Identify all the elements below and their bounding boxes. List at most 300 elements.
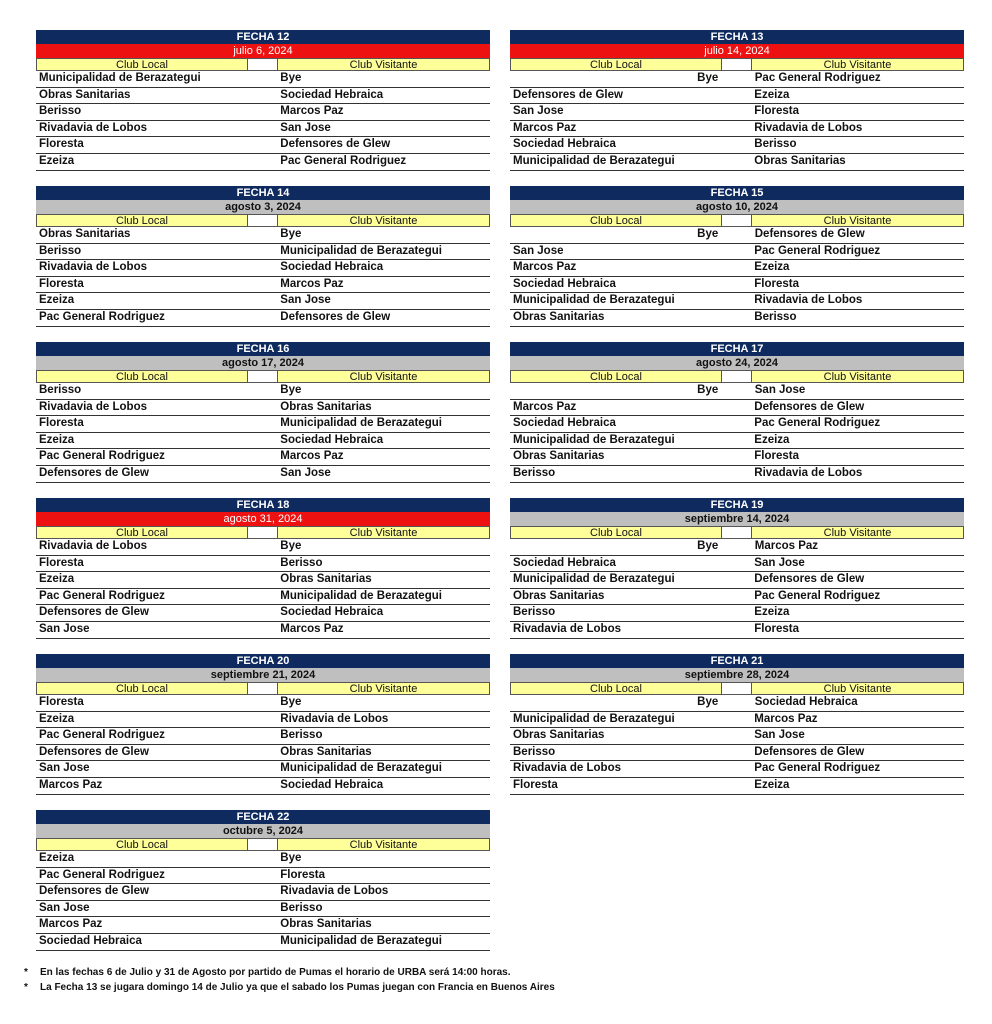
- match-spacer: [722, 712, 751, 728]
- match-row: [510, 728, 964, 745]
- fecha-block: [36, 810, 490, 951]
- club-visitante: Bye: [280, 696, 302, 708]
- match-spacer: [248, 539, 277, 555]
- match-spacer: [248, 244, 277, 260]
- club-local: San Jose: [39, 901, 90, 914]
- club-local: Sociedad Hebraica: [513, 417, 616, 430]
- fecha-title: FECHA 17: [510, 342, 964, 356]
- match-row: [36, 154, 490, 171]
- match-row: [510, 154, 964, 171]
- match-spacer: [248, 277, 277, 293]
- match-spacer: [248, 433, 277, 449]
- club-visitante: Obras Sanitarias: [280, 400, 372, 413]
- club-local: Ezeiza: [39, 712, 75, 725]
- match-row: [510, 745, 964, 762]
- club-local: Obras Sanitarias: [39, 88, 131, 101]
- column-header-spacer: [722, 214, 751, 227]
- match-spacer: [722, 293, 751, 309]
- match-spacer: [722, 383, 750, 399]
- club-local: Pac General Rodriguez: [39, 589, 165, 602]
- match-spacer: [722, 88, 751, 104]
- match-spacer: [248, 137, 277, 153]
- club-local: Ezeiza: [39, 852, 75, 864]
- column-header-spacer: [248, 370, 277, 383]
- match-row: [36, 400, 490, 417]
- club-visitante: Floresta: [754, 277, 800, 290]
- match-row: [510, 416, 964, 433]
- match-row: [510, 121, 964, 138]
- club-visitante: Pac General Rodriguez: [280, 154, 407, 167]
- footnotes: [24, 965, 555, 995]
- match-row: [36, 260, 490, 277]
- match-spacer: [248, 310, 277, 326]
- match-spacer: [722, 244, 751, 260]
- match-row: [36, 589, 490, 606]
- match-spacer: [722, 605, 751, 621]
- club-visitante: Defensores de Glew: [754, 745, 865, 758]
- match-row: [36, 88, 490, 105]
- column-header-local: Club Local: [36, 682, 248, 695]
- club-local: Floresta: [39, 138, 84, 151]
- club-local: Floresta: [39, 417, 84, 430]
- column-header-local: Club Local: [36, 526, 248, 539]
- match-row: [36, 310, 490, 327]
- fecha-block: [36, 186, 490, 327]
- match-row: [36, 416, 490, 433]
- fecha-title: FECHA 22: [36, 810, 490, 824]
- match-row: [36, 383, 490, 400]
- club-visitante: Pac General Rodriguez: [754, 417, 881, 430]
- club-visitante: Bye: [280, 72, 302, 84]
- match-row: [36, 433, 490, 450]
- club-visitante: Rivadavia de Lobos: [754, 121, 863, 134]
- fecha-date: agosto 24, 2024: [510, 356, 964, 370]
- match-row: [36, 761, 490, 778]
- club-visitante: San Jose: [280, 466, 331, 479]
- column-header-spacer: [248, 214, 277, 227]
- club-visitante: Defensores de Glew: [280, 310, 391, 323]
- footnote-text: La Fecha 13 se jugara domingo 14 de Julio ya que el sabado los Pumas juegan con Francia en Buenos Aires: [40, 982, 555, 993]
- match-spacer: [248, 712, 277, 728]
- match-row: [510, 539, 964, 556]
- column-headers: [510, 682, 964, 695]
- fecha-date: septiembre 21, 2024: [36, 668, 490, 682]
- club-visitante: Bye: [280, 384, 302, 396]
- column-header-visitante: Club Visitante: [277, 526, 490, 539]
- column-header-spacer: [722, 370, 751, 383]
- club-visitante: Rivadavia de Lobos: [280, 712, 389, 725]
- column-headers: [36, 838, 490, 851]
- club-local: Berisso: [513, 466, 556, 479]
- club-visitante: Floresta: [754, 105, 800, 118]
- club-local: Floresta: [39, 696, 84, 708]
- club-local: Berisso: [513, 606, 556, 619]
- match-row: [510, 244, 964, 261]
- footnote: [24, 980, 555, 995]
- match-row: [36, 605, 490, 622]
- fecha-block: [510, 654, 964, 795]
- club-local: Defensores de Glew: [39, 466, 149, 479]
- match-spacer: [722, 556, 751, 572]
- match-spacer: [248, 556, 277, 572]
- column-headers: [510, 214, 964, 227]
- match-spacer: [248, 572, 277, 588]
- match-spacer: [722, 416, 751, 432]
- column-header-local: Club Local: [36, 214, 248, 227]
- club-local: Floresta: [513, 778, 558, 791]
- club-visitante: Defensores de Glew: [754, 228, 865, 240]
- club-local: Floresta: [39, 277, 84, 290]
- match-row: [510, 71, 964, 88]
- fecha-block: [510, 342, 964, 483]
- match-row: [510, 712, 964, 729]
- match-spacer: [248, 934, 277, 950]
- club-visitante: Obras Sanitarias: [754, 154, 846, 167]
- club-local: San Jose: [513, 244, 564, 257]
- club-local: Pac General Rodriguez: [39, 729, 165, 742]
- fecha-block: [510, 30, 964, 171]
- club-visitante: Marcos Paz: [280, 105, 344, 118]
- club-local: Bye: [697, 540, 719, 552]
- match-spacer: [248, 884, 277, 900]
- fecha-title: FECHA 19: [510, 498, 964, 512]
- column-headers: [510, 58, 964, 71]
- club-local: Obras Sanitarias: [513, 310, 605, 323]
- club-visitante: Pac General Rodriguez: [754, 244, 881, 257]
- club-local: Rivadavia de Lobos: [39, 261, 148, 274]
- column-header-visitante: Club Visitante: [751, 370, 964, 383]
- column-header-spacer: [248, 58, 277, 71]
- club-local: Bye: [697, 384, 719, 396]
- club-local: Sociedad Hebraica: [513, 138, 616, 151]
- club-visitante: Rivadavia de Lobos: [754, 466, 863, 479]
- club-local: Rivadavia de Lobos: [513, 622, 622, 635]
- club-local: Pac General Rodriguez: [39, 450, 165, 463]
- club-visitante: Bye: [280, 228, 302, 240]
- club-local: San Jose: [39, 762, 90, 775]
- column-header-local: Club Local: [36, 370, 248, 383]
- column-headers: [36, 58, 490, 71]
- fecha-title: FECHA 21: [510, 654, 964, 668]
- club-local: Rivadavia de Lobos: [39, 400, 148, 413]
- match-spacer: [248, 121, 277, 137]
- club-visitante: Obras Sanitarias: [280, 918, 372, 931]
- match-spacer: [248, 695, 277, 711]
- match-row: [36, 901, 490, 918]
- match-spacer: [248, 227, 277, 243]
- match-row: [36, 622, 490, 639]
- match-spacer: [248, 761, 277, 777]
- match-row: [510, 433, 964, 450]
- fecha-title: FECHA 13: [510, 30, 964, 44]
- column-headers: [36, 214, 490, 227]
- match-row: [510, 227, 964, 244]
- club-local: Defensores de Glew: [513, 88, 623, 101]
- club-visitante: Rivadavia de Lobos: [280, 885, 389, 898]
- match-spacer: [722, 449, 751, 465]
- club-visitante: Floresta: [280, 868, 326, 881]
- club-visitante: Marcos Paz: [754, 712, 818, 725]
- club-visitante: Bye: [280, 540, 302, 552]
- club-visitante: San Jose: [754, 729, 805, 742]
- club-local: Municipalidad de Berazategui: [513, 294, 675, 307]
- column-header-spacer: [248, 838, 277, 851]
- match-row: [510, 277, 964, 294]
- club-visitante: Berisso: [754, 310, 797, 323]
- club-local: Bye: [697, 696, 719, 708]
- match-spacer: [248, 745, 277, 761]
- club-visitante: San Jose: [754, 556, 805, 569]
- column-header-visitante: Club Visitante: [277, 370, 490, 383]
- match-spacer: [248, 154, 277, 170]
- match-spacer: [722, 310, 751, 326]
- match-row: [36, 277, 490, 294]
- match-spacer: [248, 622, 277, 638]
- match-spacer: [248, 416, 277, 432]
- club-local: Rivadavia de Lobos: [513, 762, 622, 775]
- match-row: [510, 88, 964, 105]
- column-header-local: Club Local: [510, 526, 722, 539]
- match-row: [510, 556, 964, 573]
- match-spacer: [722, 227, 750, 243]
- match-row: [510, 260, 964, 277]
- club-local: San Jose: [513, 105, 564, 118]
- match-row: [510, 695, 964, 712]
- match-spacer: [722, 728, 751, 744]
- column-header-spacer: [248, 682, 277, 695]
- match-row: [36, 121, 490, 138]
- club-local: Municipalidad de Berazategui: [513, 154, 675, 167]
- column-headers: [510, 370, 964, 383]
- club-local: Obras Sanitarias: [39, 228, 131, 240]
- club-visitante: Ezeiza: [754, 433, 790, 446]
- fecha-title: FECHA 20: [36, 654, 490, 668]
- match-row: [36, 227, 490, 244]
- club-visitante: Ezeiza: [754, 261, 790, 274]
- club-local: Bye: [697, 72, 719, 84]
- match-row: [36, 917, 490, 934]
- column-header-local: Club Local: [36, 58, 248, 71]
- column-header-visitante: Club Visitante: [751, 214, 964, 227]
- club-visitante: Marcos Paz: [754, 540, 819, 552]
- match-row: [36, 244, 490, 261]
- match-spacer: [722, 745, 751, 761]
- club-local: Defensores de Glew: [39, 606, 149, 619]
- footnote: [24, 965, 555, 980]
- fecha-block: [510, 186, 964, 327]
- fecha-date: septiembre 28, 2024: [510, 668, 964, 682]
- club-local: Marcos Paz: [513, 400, 577, 413]
- match-spacer: [722, 154, 751, 170]
- match-spacer: [722, 400, 751, 416]
- club-visitante: Municipalidad de Berazategui: [280, 244, 442, 257]
- match-spacer: [248, 104, 277, 120]
- match-spacer: [722, 137, 751, 153]
- match-row: [36, 868, 490, 885]
- match-spacer: [722, 121, 751, 137]
- fecha-block: [36, 342, 490, 483]
- match-spacer: [248, 851, 277, 867]
- match-row: [510, 104, 964, 121]
- club-local: Sociedad Hebraica: [513, 277, 616, 290]
- club-local: Berisso: [39, 244, 82, 257]
- club-local: Berisso: [513, 745, 556, 758]
- club-visitante: San Jose: [280, 121, 331, 134]
- column-header-local: Club Local: [510, 370, 722, 383]
- match-spacer: [722, 572, 751, 588]
- club-local: Bye: [697, 228, 719, 240]
- club-visitante: Municipalidad de Berazategui: [280, 417, 442, 430]
- club-visitante: Obras Sanitarias: [280, 573, 372, 586]
- match-row: [510, 137, 964, 154]
- club-visitante: Pac General Rodriguez: [754, 589, 881, 602]
- match-spacer: [722, 260, 751, 276]
- club-local: Marcos Paz: [39, 918, 103, 931]
- column-header-visitante: Club Visitante: [751, 58, 964, 71]
- column-header-spacer: [722, 58, 751, 71]
- column-headers: [36, 370, 490, 383]
- match-row: [36, 466, 490, 483]
- club-local: Sociedad Hebraica: [513, 556, 616, 569]
- club-local: San Jose: [39, 622, 90, 635]
- club-local: Pac General Rodriguez: [39, 310, 165, 323]
- match-spacer: [248, 868, 277, 884]
- club-local: Municipalidad de Berazategui: [513, 712, 675, 725]
- match-spacer: [248, 260, 277, 276]
- match-spacer: [248, 400, 277, 416]
- fecha-title: FECHA 14: [36, 186, 490, 200]
- fecha-block: [510, 498, 964, 639]
- match-row: [510, 589, 964, 606]
- match-spacer: [722, 71, 750, 87]
- match-spacer: [722, 695, 750, 711]
- club-visitante: Bye: [280, 852, 302, 864]
- club-visitante: Rivadavia de Lobos: [754, 294, 863, 307]
- club-visitante: Sociedad Hebraica: [280, 606, 384, 619]
- column-header-visitante: Club Visitante: [277, 214, 490, 227]
- column-header-local: Club Local: [510, 214, 722, 227]
- club-visitante: Municipalidad de Berazategui: [280, 589, 442, 602]
- match-row: [36, 695, 490, 712]
- match-spacer: [248, 71, 277, 87]
- match-row: [36, 539, 490, 556]
- fecha-date: septiembre 14, 2024: [510, 512, 964, 526]
- club-local: Floresta: [39, 556, 84, 569]
- match-row: [36, 449, 490, 466]
- column-header-visitante: Club Visitante: [277, 58, 490, 71]
- match-spacer: [248, 728, 277, 744]
- club-visitante: Obras Sanitarias: [280, 745, 372, 758]
- match-row: [510, 605, 964, 622]
- club-visitante: Ezeiza: [754, 778, 790, 791]
- match-row: [510, 778, 964, 795]
- footnote-star: *: [24, 967, 28, 978]
- fecha-title: FECHA 18: [36, 498, 490, 512]
- match-row: [510, 383, 964, 400]
- club-visitante: Defensores de Glew: [280, 138, 391, 151]
- club-local: Marcos Paz: [513, 121, 577, 134]
- column-headers: [36, 682, 490, 695]
- match-spacer: [722, 778, 751, 794]
- column-header-local: Club Local: [36, 838, 248, 851]
- match-spacer: [248, 917, 277, 933]
- match-spacer: [248, 778, 277, 794]
- club-visitante: San Jose: [280, 294, 331, 307]
- club-visitante: Pac General Rodriguez: [754, 72, 881, 84]
- column-headers: [510, 526, 964, 539]
- club-visitante: Berisso: [280, 556, 323, 569]
- footnote-star: *: [24, 982, 28, 993]
- match-spacer: [248, 605, 277, 621]
- club-local: Berisso: [39, 384, 82, 396]
- column-header-spacer: [722, 526, 751, 539]
- column-header-local: Club Local: [510, 682, 722, 695]
- column-header-visitante: Club Visitante: [751, 682, 964, 695]
- match-spacer: [248, 589, 277, 605]
- fecha-date: agosto 3, 2024: [36, 200, 490, 214]
- fecha-date: julio 6, 2024: [36, 44, 490, 58]
- match-row: [510, 400, 964, 417]
- match-spacer: [722, 539, 750, 555]
- club-visitante: Floresta: [754, 622, 800, 635]
- fecha-block: [36, 30, 490, 171]
- club-local: Marcos Paz: [513, 261, 577, 274]
- club-local: Obras Sanitarias: [513, 589, 605, 602]
- club-local: Rivadavia de Lobos: [39, 540, 148, 552]
- match-spacer: [722, 622, 751, 638]
- match-row: [36, 572, 490, 589]
- match-spacer: [248, 383, 277, 399]
- club-visitante: Sociedad Hebraica: [280, 778, 384, 791]
- club-visitante: Defensores de Glew: [754, 400, 865, 413]
- match-row: [36, 728, 490, 745]
- club-visitante: Floresta: [754, 450, 800, 463]
- club-local: Obras Sanitarias: [513, 450, 605, 463]
- club-local: Municipalidad de Berazategui: [513, 433, 675, 446]
- match-row: [36, 884, 490, 901]
- match-spacer: [722, 433, 751, 449]
- club-local: Ezeiza: [39, 573, 75, 586]
- column-headers: [36, 526, 490, 539]
- match-row: [36, 293, 490, 310]
- match-row: [36, 71, 490, 88]
- fecha-title: FECHA 12: [36, 30, 490, 44]
- match-row: [510, 310, 964, 327]
- match-row: [36, 104, 490, 121]
- match-spacer: [722, 277, 751, 293]
- club-visitante: Pac General Rodriguez: [754, 762, 881, 775]
- column-header-local: Club Local: [510, 58, 722, 71]
- fecha-date: octubre 5, 2024: [36, 824, 490, 838]
- club-visitante: Marcos Paz: [280, 277, 344, 290]
- club-local: Municipalidad de Berazategui: [513, 573, 675, 586]
- club-local: Obras Sanitarias: [513, 729, 605, 742]
- footnote-text: En las fechas 6 de Julio y 31 de Agosto por partido de Pumas el horario de URBA será 14:00 horas.: [40, 967, 511, 978]
- club-visitante: Berisso: [280, 729, 323, 742]
- match-row: [36, 745, 490, 762]
- club-visitante: Sociedad Hebraica: [280, 433, 384, 446]
- club-local: Municipalidad de Berazategui: [39, 72, 201, 84]
- club-visitante: Berisso: [754, 138, 797, 151]
- club-local: Sociedad Hebraica: [39, 934, 142, 947]
- match-spacer: [722, 104, 751, 120]
- club-visitante: Marcos Paz: [280, 450, 344, 463]
- match-row: [510, 449, 964, 466]
- club-local: Pac General Rodriguez: [39, 868, 165, 881]
- column-header-spacer: [722, 682, 751, 695]
- club-visitante: Sociedad Hebraica: [280, 261, 384, 274]
- club-local: Ezeiza: [39, 294, 75, 307]
